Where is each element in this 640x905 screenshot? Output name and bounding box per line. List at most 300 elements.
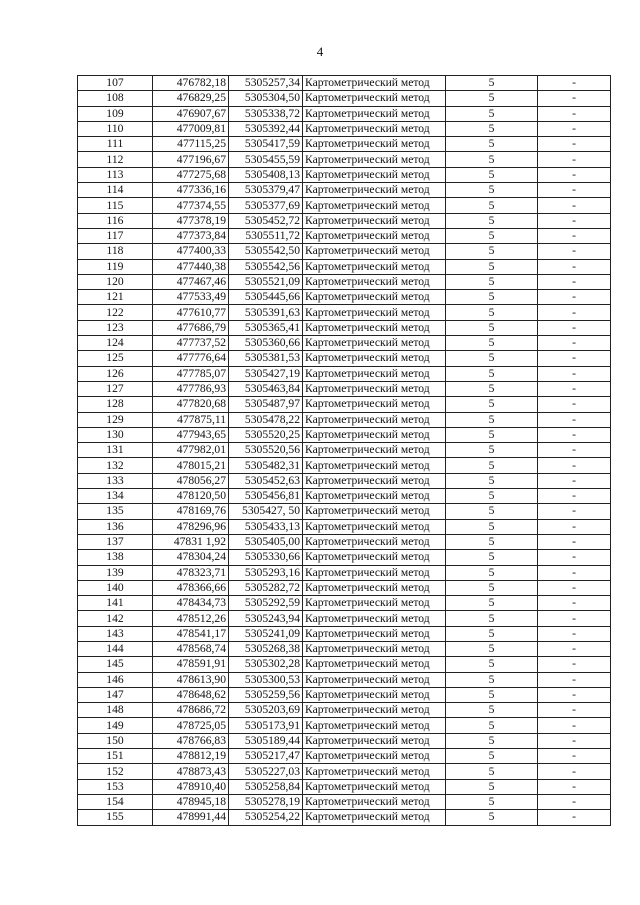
table-row xyxy=(78,596,611,611)
note-cell: - xyxy=(538,703,611,718)
table-row xyxy=(78,473,611,488)
x-coordinate-cell: 478766,83 xyxy=(153,733,229,748)
accuracy-cell: 5 xyxy=(446,244,538,259)
note-cell: - xyxy=(538,91,611,106)
accuracy-cell: 5 xyxy=(446,703,538,718)
table-row xyxy=(78,121,611,136)
point-number-cell: 131 xyxy=(78,443,153,458)
accuracy-cell: 5 xyxy=(446,320,538,335)
accuracy-cell: 5 xyxy=(446,76,538,91)
table-row xyxy=(78,687,611,702)
y-coordinate-cell: 5305365,41 xyxy=(229,320,303,335)
method-cell: Картометрический метод xyxy=(303,305,446,320)
table-row xyxy=(78,641,611,656)
table-row xyxy=(78,489,611,504)
table-row xyxy=(78,305,611,320)
accuracy-cell: 5 xyxy=(446,534,538,549)
method-cell: Картометрический метод xyxy=(303,779,446,794)
note-cell: - xyxy=(538,137,611,152)
accuracy-cell: 5 xyxy=(446,657,538,672)
x-coordinate-cell: 477610,77 xyxy=(153,305,229,320)
x-coordinate-cell: 478366,66 xyxy=(153,580,229,595)
table-row xyxy=(78,91,611,106)
note-cell: - xyxy=(538,458,611,473)
table-row xyxy=(78,320,611,335)
accuracy-cell: 5 xyxy=(446,473,538,488)
accuracy-cell: 5 xyxy=(446,121,538,136)
point-number-cell: 138 xyxy=(78,550,153,565)
x-coordinate-cell: 477400,33 xyxy=(153,244,229,259)
y-coordinate-cell: 5305391,63 xyxy=(229,305,303,320)
point-number-cell: 123 xyxy=(78,320,153,335)
note-cell: - xyxy=(538,534,611,549)
x-coordinate-cell: 476907,67 xyxy=(153,106,229,121)
point-number-cell: 147 xyxy=(78,687,153,702)
x-coordinate-cell: 477374,55 xyxy=(153,198,229,213)
accuracy-cell: 5 xyxy=(446,381,538,396)
x-coordinate-cell: 477533,49 xyxy=(153,290,229,305)
table-row xyxy=(78,534,611,549)
note-cell: - xyxy=(538,106,611,121)
method-cell: Картометрический метод xyxy=(303,810,446,825)
accuracy-cell: 5 xyxy=(446,198,538,213)
point-number-cell: 128 xyxy=(78,397,153,412)
method-cell: Картометрический метод xyxy=(303,489,446,504)
table-row xyxy=(78,351,611,366)
table-row xyxy=(78,519,611,534)
y-coordinate-cell: 5305268,38 xyxy=(229,641,303,656)
note-cell: - xyxy=(538,687,611,702)
method-cell: Картометрический метод xyxy=(303,687,446,702)
accuracy-cell: 5 xyxy=(446,764,538,779)
table-row xyxy=(78,718,611,733)
y-coordinate-cell: 5305173,91 xyxy=(229,718,303,733)
table-row xyxy=(78,198,611,213)
x-coordinate-cell: 478541,17 xyxy=(153,626,229,641)
method-cell: Картометрический метод xyxy=(303,580,446,595)
y-coordinate-cell: 5305452,63 xyxy=(229,473,303,488)
accuracy-cell: 5 xyxy=(446,596,538,611)
y-coordinate-cell: 5305445,66 xyxy=(229,290,303,305)
point-number-cell: 116 xyxy=(78,213,153,228)
point-number-cell: 129 xyxy=(78,412,153,427)
note-cell: - xyxy=(538,596,611,611)
point-number-cell: 135 xyxy=(78,504,153,519)
table-row xyxy=(78,427,611,442)
y-coordinate-cell: 5305330,66 xyxy=(229,550,303,565)
accuracy-cell: 5 xyxy=(446,305,538,320)
accuracy-cell: 5 xyxy=(446,351,538,366)
x-coordinate-cell: 478591,91 xyxy=(153,657,229,672)
note-cell: - xyxy=(538,213,611,228)
x-coordinate-cell: 477785,07 xyxy=(153,366,229,381)
point-number-cell: 121 xyxy=(78,290,153,305)
coordinates-table xyxy=(77,75,611,826)
note-cell: - xyxy=(538,504,611,519)
x-coordinate-cell: 478873,43 xyxy=(153,764,229,779)
method-cell: Картометрический метод xyxy=(303,611,446,626)
note-cell: - xyxy=(538,244,611,259)
accuracy-cell: 5 xyxy=(446,810,538,825)
method-cell: Картометрический метод xyxy=(303,121,446,136)
accuracy-cell: 5 xyxy=(446,152,538,167)
point-number-cell: 132 xyxy=(78,458,153,473)
method-cell: Картометрический метод xyxy=(303,320,446,335)
y-coordinate-cell: 5305381,53 xyxy=(229,351,303,366)
x-coordinate-cell: 477378,19 xyxy=(153,213,229,228)
y-coordinate-cell: 5305487,97 xyxy=(229,397,303,412)
note-cell: - xyxy=(538,519,611,534)
y-coordinate-cell: 5305241,09 xyxy=(229,626,303,641)
y-coordinate-cell: 5305456,81 xyxy=(229,489,303,504)
accuracy-cell: 5 xyxy=(446,519,538,534)
table-row xyxy=(78,810,611,825)
method-cell: Картометрический метод xyxy=(303,274,446,289)
note-cell: - xyxy=(538,718,611,733)
point-number-cell: 127 xyxy=(78,381,153,396)
note-cell: - xyxy=(538,198,611,213)
y-coordinate-cell: 5305293,16 xyxy=(229,565,303,580)
x-coordinate-cell: 478613,90 xyxy=(153,672,229,687)
note-cell: - xyxy=(538,733,611,748)
note-cell: - xyxy=(538,290,611,305)
table-row xyxy=(78,458,611,473)
method-cell: Картометрический метод xyxy=(303,397,446,412)
table-row xyxy=(78,580,611,595)
y-coordinate-cell: 5305292,59 xyxy=(229,596,303,611)
x-coordinate-cell: 478434,73 xyxy=(153,596,229,611)
note-cell: - xyxy=(538,550,611,565)
y-coordinate-cell: 5305338,72 xyxy=(229,106,303,121)
accuracy-cell: 5 xyxy=(446,183,538,198)
method-cell: Картометрический метод xyxy=(303,137,446,152)
method-cell: Картометрический метод xyxy=(303,641,446,656)
y-coordinate-cell: 5305304,50 xyxy=(229,91,303,106)
method-cell: Картометрический метод xyxy=(303,443,446,458)
x-coordinate-cell: 477982,01 xyxy=(153,443,229,458)
y-coordinate-cell: 5305433,13 xyxy=(229,519,303,534)
note-cell: - xyxy=(538,443,611,458)
x-coordinate-cell: 477275,68 xyxy=(153,167,229,182)
y-coordinate-cell: 5305427, 50 xyxy=(229,504,303,519)
note-cell: - xyxy=(538,565,611,580)
x-coordinate-cell: 478015,21 xyxy=(153,458,229,473)
x-coordinate-cell: 478120,50 xyxy=(153,489,229,504)
point-number-cell: 114 xyxy=(78,183,153,198)
y-coordinate-cell: 5305254,22 xyxy=(229,810,303,825)
point-number-cell: 149 xyxy=(78,718,153,733)
point-number-cell: 143 xyxy=(78,626,153,641)
table-row xyxy=(78,412,611,427)
accuracy-cell: 5 xyxy=(446,274,538,289)
point-number-cell: 155 xyxy=(78,810,153,825)
accuracy-cell: 5 xyxy=(446,672,538,687)
accuracy-cell: 5 xyxy=(446,412,538,427)
accuracy-cell: 5 xyxy=(446,550,538,565)
note-cell: - xyxy=(538,320,611,335)
note-cell: - xyxy=(538,351,611,366)
y-coordinate-cell: 5305278,19 xyxy=(229,794,303,809)
note-cell: - xyxy=(538,427,611,442)
point-number-cell: 136 xyxy=(78,519,153,534)
table-row xyxy=(78,381,611,396)
table-row xyxy=(78,657,611,672)
note-cell: - xyxy=(538,611,611,626)
note-cell: - xyxy=(538,121,611,136)
x-coordinate-cell: 478991,44 xyxy=(153,810,229,825)
y-coordinate-cell: 5305452,72 xyxy=(229,213,303,228)
table-row xyxy=(78,779,611,794)
accuracy-cell: 5 xyxy=(446,626,538,641)
accuracy-cell: 5 xyxy=(446,443,538,458)
note-cell: - xyxy=(538,76,611,91)
accuracy-cell: 5 xyxy=(446,91,538,106)
point-number-cell: 151 xyxy=(78,749,153,764)
accuracy-cell: 5 xyxy=(446,779,538,794)
accuracy-cell: 5 xyxy=(446,504,538,519)
method-cell: Картометрический метод xyxy=(303,718,446,733)
coordinates-table-body xyxy=(78,76,611,826)
y-coordinate-cell: 5305405,00 xyxy=(229,534,303,549)
note-cell: - xyxy=(538,152,611,167)
table-row xyxy=(78,137,611,152)
point-number-cell: 108 xyxy=(78,91,153,106)
x-coordinate-cell: 478812,19 xyxy=(153,749,229,764)
table-row xyxy=(78,336,611,351)
method-cell: Картометрический метод xyxy=(303,244,446,259)
note-cell: - xyxy=(538,657,611,672)
y-coordinate-cell: 5305392,44 xyxy=(229,121,303,136)
x-coordinate-cell: 478945,18 xyxy=(153,794,229,809)
method-cell: Картометрический метод xyxy=(303,672,446,687)
y-coordinate-cell: 5305427,19 xyxy=(229,366,303,381)
x-coordinate-cell: 478648,62 xyxy=(153,687,229,702)
y-coordinate-cell: 5305511,72 xyxy=(229,228,303,243)
x-coordinate-cell: 478323,71 xyxy=(153,565,229,580)
point-number-cell: 140 xyxy=(78,580,153,595)
x-coordinate-cell: 476829,25 xyxy=(153,91,229,106)
table-row xyxy=(78,213,611,228)
point-number-cell: 109 xyxy=(78,106,153,121)
x-coordinate-cell: 477440,38 xyxy=(153,259,229,274)
page-number: 4 xyxy=(316,44,324,59)
table-row xyxy=(78,274,611,289)
note-cell: - xyxy=(538,794,611,809)
method-cell: Картометрический метод xyxy=(303,259,446,274)
x-coordinate-cell: 477776,64 xyxy=(153,351,229,366)
accuracy-cell: 5 xyxy=(446,580,538,595)
x-coordinate-cell: 478296,96 xyxy=(153,519,229,534)
accuracy-cell: 5 xyxy=(446,687,538,702)
x-coordinate-cell: 477875,11 xyxy=(153,412,229,427)
method-cell: Картометрический метод xyxy=(303,198,446,213)
x-coordinate-cell: 478304,24 xyxy=(153,550,229,565)
method-cell: Картометрический метод xyxy=(303,749,446,764)
table-row xyxy=(78,550,611,565)
y-coordinate-cell: 5305243,94 xyxy=(229,611,303,626)
y-coordinate-cell: 5305217,47 xyxy=(229,749,303,764)
y-coordinate-cell: 5305417,59 xyxy=(229,137,303,152)
method-cell: Картометрический метод xyxy=(303,167,446,182)
point-number-cell: 113 xyxy=(78,167,153,182)
table-row xyxy=(78,672,611,687)
x-coordinate-cell: 47831 1,92 xyxy=(153,534,229,549)
method-cell: Картометрический метод xyxy=(303,412,446,427)
accuracy-cell: 5 xyxy=(446,458,538,473)
accuracy-cell: 5 xyxy=(446,259,538,274)
y-coordinate-cell: 5305203,69 xyxy=(229,703,303,718)
note-cell: - xyxy=(538,580,611,595)
y-coordinate-cell: 5305478,22 xyxy=(229,412,303,427)
method-cell: Картометрический метод xyxy=(303,427,446,442)
table-row xyxy=(78,611,611,626)
x-coordinate-cell: 477686,79 xyxy=(153,320,229,335)
y-coordinate-cell: 5305360,66 xyxy=(229,336,303,351)
x-coordinate-cell: 477009,81 xyxy=(153,121,229,136)
table-row xyxy=(78,794,611,809)
accuracy-cell: 5 xyxy=(446,137,538,152)
method-cell: Картометрический метод xyxy=(303,764,446,779)
point-number-cell: 152 xyxy=(78,764,153,779)
note-cell: - xyxy=(538,183,611,198)
method-cell: Картометрический метод xyxy=(303,228,446,243)
method-cell: Картометрический метод xyxy=(303,596,446,611)
method-cell: Картометрический метод xyxy=(303,550,446,565)
x-coordinate-cell: 478910,40 xyxy=(153,779,229,794)
x-coordinate-cell: 477196,67 xyxy=(153,152,229,167)
accuracy-cell: 5 xyxy=(446,427,538,442)
accuracy-cell: 5 xyxy=(446,641,538,656)
method-cell: Картометрический метод xyxy=(303,351,446,366)
method-cell: Картометрический метод xyxy=(303,626,446,641)
method-cell: Картометрический метод xyxy=(303,504,446,519)
accuracy-cell: 5 xyxy=(446,167,538,182)
method-cell: Картометрический метод xyxy=(303,519,446,534)
y-coordinate-cell: 5305300,53 xyxy=(229,672,303,687)
x-coordinate-cell: 477115,25 xyxy=(153,137,229,152)
y-coordinate-cell: 5305377,69 xyxy=(229,198,303,213)
y-coordinate-cell: 5305521,09 xyxy=(229,274,303,289)
point-number-cell: 148 xyxy=(78,703,153,718)
method-cell: Картометрический метод xyxy=(303,473,446,488)
y-coordinate-cell: 5305257,34 xyxy=(229,76,303,91)
point-number-cell: 134 xyxy=(78,489,153,504)
method-cell: Картометрический метод xyxy=(303,794,446,809)
point-number-cell: 133 xyxy=(78,473,153,488)
accuracy-cell: 5 xyxy=(446,336,538,351)
note-cell: - xyxy=(538,764,611,779)
y-coordinate-cell: 5305258,84 xyxy=(229,779,303,794)
table-row xyxy=(78,749,611,764)
point-number-cell: 122 xyxy=(78,305,153,320)
method-cell: Картометрический метод xyxy=(303,106,446,121)
accuracy-cell: 5 xyxy=(446,366,538,381)
y-coordinate-cell: 5305542,56 xyxy=(229,259,303,274)
table-row xyxy=(78,626,611,641)
method-cell: Картометрический метод xyxy=(303,152,446,167)
method-cell: Картометрический метод xyxy=(303,76,446,91)
x-coordinate-cell: 477373,84 xyxy=(153,228,229,243)
y-coordinate-cell: 5305482,31 xyxy=(229,458,303,473)
accuracy-cell: 5 xyxy=(446,489,538,504)
x-coordinate-cell: 477943,65 xyxy=(153,427,229,442)
point-number-cell: 110 xyxy=(78,121,153,136)
point-number-cell: 130 xyxy=(78,427,153,442)
accuracy-cell: 5 xyxy=(446,611,538,626)
point-number-cell: 118 xyxy=(78,244,153,259)
point-number-cell: 139 xyxy=(78,565,153,580)
method-cell: Картометрический метод xyxy=(303,458,446,473)
note-cell: - xyxy=(538,473,611,488)
table-row xyxy=(78,244,611,259)
accuracy-cell: 5 xyxy=(446,290,538,305)
note-cell: - xyxy=(538,489,611,504)
point-number-cell: 112 xyxy=(78,152,153,167)
table-row xyxy=(78,504,611,519)
table-row xyxy=(78,259,611,274)
accuracy-cell: 5 xyxy=(446,718,538,733)
note-cell: - xyxy=(538,626,611,641)
table-row xyxy=(78,183,611,198)
x-coordinate-cell: 478686,72 xyxy=(153,703,229,718)
method-cell: Картометрический метод xyxy=(303,565,446,580)
y-coordinate-cell: 5305189,44 xyxy=(229,733,303,748)
note-cell: - xyxy=(538,779,611,794)
note-cell: - xyxy=(538,274,611,289)
point-number-cell: 107 xyxy=(78,76,153,91)
note-cell: - xyxy=(538,412,611,427)
method-cell: Картометрический метод xyxy=(303,733,446,748)
x-coordinate-cell: 477467,46 xyxy=(153,274,229,289)
point-number-cell: 153 xyxy=(78,779,153,794)
point-number-cell: 119 xyxy=(78,259,153,274)
note-cell: - xyxy=(538,381,611,396)
table-row xyxy=(78,443,611,458)
y-coordinate-cell: 5305455,59 xyxy=(229,152,303,167)
point-number-cell: 137 xyxy=(78,534,153,549)
accuracy-cell: 5 xyxy=(446,565,538,580)
y-coordinate-cell: 5305379,47 xyxy=(229,183,303,198)
accuracy-cell: 5 xyxy=(446,228,538,243)
point-number-cell: 115 xyxy=(78,198,153,213)
x-coordinate-cell: 478056,27 xyxy=(153,473,229,488)
note-cell: - xyxy=(538,749,611,764)
table-row xyxy=(78,764,611,779)
x-coordinate-cell: 476782,18 xyxy=(153,76,229,91)
note-cell: - xyxy=(538,305,611,320)
method-cell: Картометрический метод xyxy=(303,336,446,351)
point-number-cell: 144 xyxy=(78,641,153,656)
table-row xyxy=(78,733,611,748)
note-cell: - xyxy=(538,228,611,243)
note-cell: - xyxy=(538,366,611,381)
y-coordinate-cell: 5305463,84 xyxy=(229,381,303,396)
accuracy-cell: 5 xyxy=(446,794,538,809)
method-cell: Картометрический метод xyxy=(303,183,446,198)
point-number-cell: 142 xyxy=(78,611,153,626)
x-coordinate-cell: 477820,68 xyxy=(153,397,229,412)
note-cell: - xyxy=(538,259,611,274)
method-cell: Картометрический метод xyxy=(303,381,446,396)
note-cell: - xyxy=(538,336,611,351)
y-coordinate-cell: 5305227,03 xyxy=(229,764,303,779)
point-number-cell: 145 xyxy=(78,657,153,672)
accuracy-cell: 5 xyxy=(446,106,538,121)
method-cell: Картометрический метод xyxy=(303,213,446,228)
table-row xyxy=(78,397,611,412)
x-coordinate-cell: 478512,26 xyxy=(153,611,229,626)
table-row xyxy=(78,167,611,182)
